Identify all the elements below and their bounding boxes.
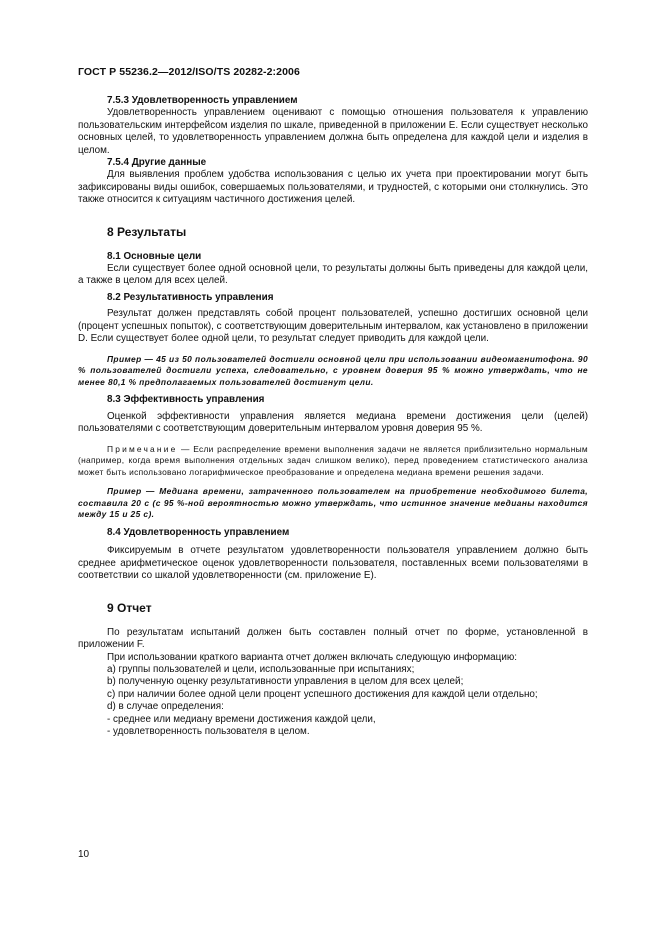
section-8-heading: 8 Результаты	[107, 224, 187, 239]
list-item: - удовлетворенность пользователя в целом.	[107, 725, 310, 737]
section-7-5-3-title: 7.5.3 Удовлетворенность управлением	[107, 95, 298, 106]
note-label: Примечание	[107, 443, 178, 454]
list-item: c) при наличии более одной цели процент успешного достижения для каждой цели отдельно;	[107, 688, 538, 700]
note-text: — Если распределение времени выполнения задачи не является приблизительно нормальным (например, когда время выполнения отдельных задач слишком велико), перед проведением статистического анализа может быть использовано логарифмическое преобразование и определена медиана времени решения задачи.	[78, 443, 588, 477]
section-8-2-title: 8.2 Результативность управления	[107, 291, 274, 303]
section-8-3-note	[78, 444, 588, 479]
section-8-3-text: Оценкой эффективности управления является медиана времени достижения цели (целей) пользователями с соответствующим доверительным интервалом уровня доверия 95 %.	[78, 410, 588, 435]
section-9-text-2: При использовании краткого варианта отчет должен включать следующую информацию:	[107, 651, 517, 663]
section-8-4-title: 8.4 Удовлетворенность управлением	[107, 527, 290, 539]
section-8-1-text: Если существует более одной основной цели, то результаты должны быть приведены для каждой цели, а также в целом для всех целей.	[78, 263, 588, 287]
section-8-2-text: Результат должен представлять собой процент пользователей, успешно достигших основной цели (процент успешных попыток), с соответствующим доверительным интервалом, как установлено в приложении D. Если существует более одной цели, то результат следует приводить для каждой цели.	[78, 308, 588, 345]
list-item: d) в случае определения:	[107, 701, 224, 713]
section-9-text-1: По результатам испытаний должен быть составлен полный отчет по форме, установленной в приложении F.	[78, 626, 588, 651]
list-item: b) полученную оценку результативности управления в целом для всех целей;	[107, 676, 464, 688]
section-7-5-3-text: Удовлетворенность управлением оценивают с помощью отношения пользователя к управлению пользовательским интерфейсом изделия по шкале, приведенной в приложении Е. Если существует несколько основных целей, то удовлетворенность управлением должна быть определена для каждой цели и изделия в целом.	[78, 107, 588, 156]
section-8-3-title: 8.3 Эффективность управления	[107, 394, 265, 406]
section-8-4-text: Фиксируемым в отчете результатом удовлетворенности пользователя управлением должно быть среднее арифметическое оценок удовлетворенности пользователя, поставленных всеми пользователями в соответствии со шкалой удовлетворенности (см. приложение Е).	[78, 545, 588, 582]
section-8-2-example: Пример — 45 из 50 пользователей достигли основной цели при использовании видеомагнитофона. 90 % пользователей достигли успеха, следовательно, с уровнем доверия 95 % можно утверждать, что не менее 80,1 % предполагаемых пользователей достигнут цели.	[78, 353, 588, 387]
section-8-3-example: Пример — Медиана времени, затраченного пользователем на приобретение необходимого билета, составила 20 с (с 95 %-ной вероятностью можно утверждать, что истинное значение медианы находится между 15 и 25 с).	[78, 486, 588, 520]
section-7-5-4-text: Для выявления проблем удобства использования с целью их учета при проектировании могут быть зафиксированы виды ошибок, совершаемых пользователями, и трудностей, с которыми они столкнулись. Это также относится к ситуациям частичного достижения целей.	[78, 169, 588, 206]
list-item: - среднее или медиану времени достижения каждой цели,	[107, 713, 376, 725]
page-number: 10	[78, 849, 90, 860]
section-8-1-title: 8.1 Основные цели	[107, 250, 202, 262]
section-9-heading: 9 Отчет	[107, 600, 152, 615]
section-7-5-4-title: 7.5.4 Другие данные	[107, 157, 207, 169]
list-item: a) группы пользователей и цели, использованные при испытаниях;	[107, 663, 415, 675]
page-content	[78, 95, 588, 738]
document-header: ГОСТ Р 55236.2—2012/ISO/TS 20282-2:2006	[78, 66, 300, 78]
